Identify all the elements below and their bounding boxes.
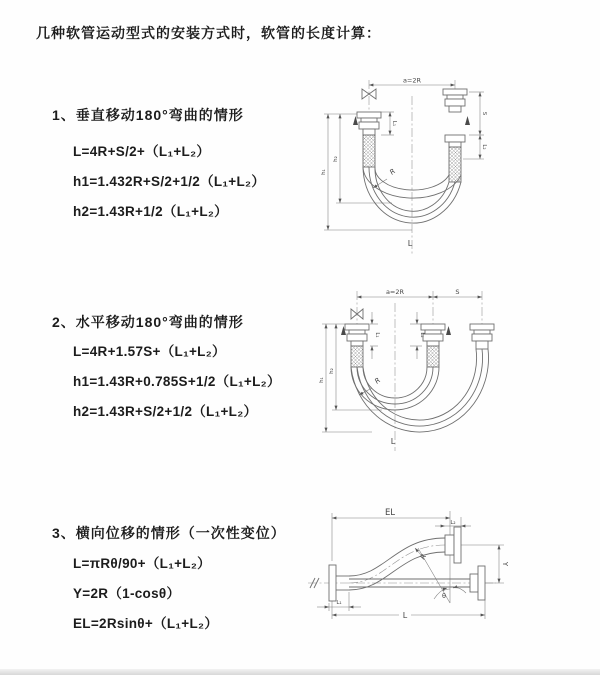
section-3-formula-L: L=πRθ/90+（L₁+L₂）: [73, 556, 211, 571]
dim-label-h2: h₂: [333, 156, 339, 162]
section-1-formula-L: L=4R+S/2+（L₁+L₂）: [73, 144, 211, 159]
dim-label-length: L: [390, 437, 396, 446]
hose-curve: [349, 538, 445, 590]
left-pipe-fitting: [345, 309, 369, 367]
dim-label-radius: R: [388, 167, 398, 177]
section-3-formula-Y: Y=2R（1-cosθ）: [73, 586, 181, 601]
dim-label-length: L: [402, 611, 408, 620]
section-3-formula-EL: EL=2Rsinθ+（L₁+L₂）: [73, 616, 219, 631]
right-pipe-fitting: [443, 89, 467, 182]
lower-right-flange: [470, 566, 485, 600]
dim-label-theta: θ: [442, 592, 446, 600]
page-title: 几种软管运动型式的安装方式时，软管的长度计算：: [36, 25, 381, 41]
dim-label-span: a=2R: [402, 76, 422, 85]
diagram-horizontal-180-bend: [310, 283, 595, 458]
dim-label-l1: L₁: [336, 600, 342, 606]
centerlines: [369, 80, 455, 254]
dim-label-h1: h₁: [321, 169, 327, 175]
dim-label-stroke: S: [481, 111, 487, 116]
dim-label-radius: R: [418, 552, 429, 561]
section-1-formula-h2: h2=1.43R+1/2（L₁+L₂）: [73, 204, 228, 219]
dim-label-radius: R: [373, 376, 383, 386]
section-1-heading: 1、垂直移动180°弯曲的情形: [52, 107, 244, 123]
page-bottom-edge: [0, 669, 600, 675]
dim-label-l2: L₂: [419, 332, 425, 338]
dim-label-l2: L₂: [481, 144, 487, 150]
dim-label-el: EL: [384, 508, 396, 518]
dim-label-l2: L₂: [450, 520, 456, 526]
section-3-heading: 3、横向位移的情形（一次性变位）: [52, 525, 286, 541]
right-pipe-fitting: [470, 324, 494, 349]
dim-label-y: Y: [501, 561, 509, 567]
dim-label-stroke: S: [455, 288, 460, 296]
middle-pipe-fitting: [421, 324, 445, 367]
upper-right-flange: [445, 527, 461, 563]
diagram-lateral-displacement: [300, 503, 598, 648]
section-2-formula-h1: h1=1.43R+0.785S+1/2（L₁+L₂）: [73, 374, 281, 389]
dim-label-l1: L₁: [391, 120, 397, 127]
dim-label-span: a=2R: [385, 288, 405, 296]
dimension-labels: [336, 508, 509, 620]
section-2-heading: 2、水平移动180°弯曲的情形: [52, 314, 244, 330]
section-2-formula-h2: h2=1.43R+S/2+1/2（L₁+L₂）: [73, 404, 258, 419]
hose-arcs: [351, 349, 489, 432]
dim-label-l1: L₁: [374, 332, 380, 338]
section-2-formula-L: L=4R+1.57S+（L₁+L₂）: [73, 344, 226, 359]
dimension-lines: [317, 511, 504, 619]
section-1-formula-h1: h1=1.432R+S/2+1/2（L₁+L₂）: [73, 174, 266, 189]
dim-label-h1: h₁: [319, 377, 325, 383]
diagram-vertical-180-bend: [312, 72, 582, 267]
dim-label-length: L: [407, 239, 413, 248]
dim-label-h2: h₂: [329, 368, 335, 374]
centerlines: [357, 291, 482, 451]
